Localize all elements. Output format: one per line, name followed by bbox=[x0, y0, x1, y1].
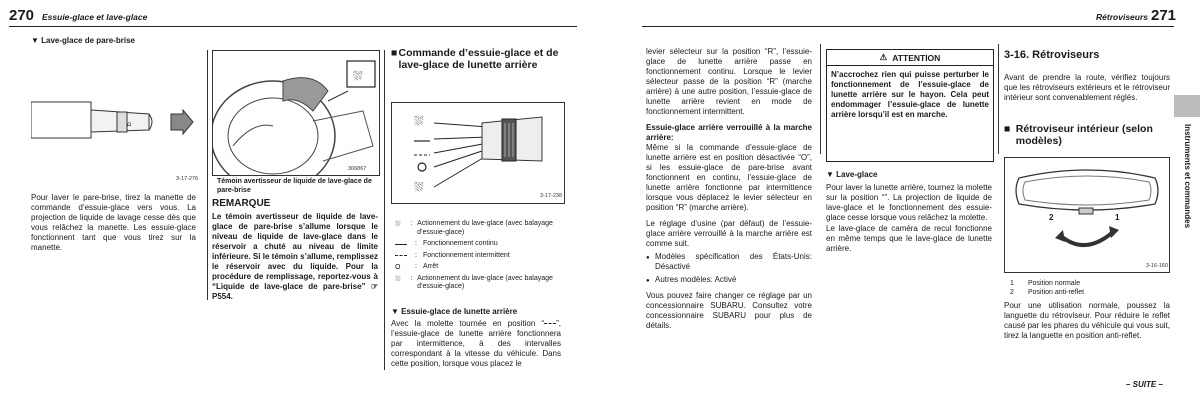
column-divider-2 bbox=[384, 50, 385, 370]
figure-rear-wiper-switch bbox=[391, 102, 565, 204]
intermittent-symbol-icon bbox=[544, 323, 556, 324]
col4-subhead: Essuie-glace arrière verrouillé à la marche arrière: bbox=[646, 123, 812, 142]
rear-wiper-body-end: ”, l’essuie-glace de lunette arrière fonctionnera par intermittence, à des intervalles correspondant à la vitesse du véhicule. Dans cette position, lorsque vous placez le bbox=[391, 319, 561, 368]
column-1 bbox=[31, 36, 203, 46]
figure-inner-mirror bbox=[1004, 157, 1170, 273]
col4-bullets bbox=[646, 252, 812, 285]
bullet-other-models: ● Autres modèles: Activé bbox=[646, 275, 812, 285]
side-tab bbox=[1178, 124, 1194, 284]
legend-item-continuous: : Fonctionnement continu bbox=[395, 240, 563, 249]
mirror-legend-1: 1 Position normale bbox=[1010, 280, 1081, 287]
col5-body bbox=[826, 183, 992, 254]
sub-heading-rear-wiper: ▼ Essuie-glace de lunette arrière bbox=[391, 307, 518, 316]
figure-id-6: 3-16-160 bbox=[1146, 263, 1169, 269]
col1-body: Pour laver le pare-brise, tirez la manette de commande d’essuie-glace vers vous. La projection de liquide de lavage cesse dès que vous relâchez la manette. Les essuie-glace fonctionnent tant que vous tirez sur la manette. bbox=[31, 193, 196, 252]
svg-text:⌂: ⌂ bbox=[127, 120, 132, 128]
figure-id-3: 3-17-238 bbox=[540, 193, 563, 199]
dashed-line-icon bbox=[395, 252, 415, 261]
rear-wiper-switch-illustration bbox=[392, 103, 564, 203]
legend-item-wash: ⛆ : Actionnement du lave-glace (avec balayage d’essuie-glace) bbox=[395, 220, 563, 237]
remark-body: Le témoin avertisseur de liquide de lave-glace de pare-brise s’allume lorsque le niveau de liquide de lave-glace dans le réservoir a chuté au niveau de limite inférieure. Si le témoin s’allume, remplissez le réservoir avec du liquide. Pour la procédure de remplissage, reportez-vous à “Liquide de lave-glace de pare-brise” bbox=[212, 212, 378, 291]
column-divider-4 bbox=[998, 44, 999, 154]
mirror-body: Pour une utilisation normale, poussez la languette du rétroviseur. Pour réduire le reflet causé par les phares du véhicule qui vous suit, tirez la languette en position anti-reflet. bbox=[1004, 301, 1170, 340]
mirror-legend bbox=[1010, 279, 1170, 297]
rear-wiper-body bbox=[391, 319, 561, 369]
col4-para1: levier sélecteur sur la position “R”, l’essuie-glace de lunette arrière passe en fonctionnement continu. Lorsque le levier sélecteur passe de la position “R” (marche arrière) à une autre position, l’essuie-glace de lunette arrière revient en mode de fonctionnement intermittent. bbox=[646, 47, 812, 116]
running-header-right: Rétroviseurs bbox=[1096, 12, 1148, 22]
section-title-mirrors: 3-16. Rétroviseurs bbox=[1004, 49, 1100, 61]
lave-glace-heading: ▼ Lave-glace bbox=[826, 170, 878, 179]
remark-page-ref[interactable]: P554. bbox=[212, 292, 233, 301]
legend-item-wash-2: ⛆ : Actionnement du lave-glace (avec balayage d’essuie-glace) bbox=[395, 275, 563, 292]
col4-para3: Le réglage d’usine (par défaut) de l’essuie-glace arrière verrouillé à la marche arrière est comme suit. bbox=[646, 219, 812, 248]
col5-para2: Le lave-glace de caméra de recul fonctionne en même temps que le lave-glace de lunette arrière. bbox=[826, 224, 992, 253]
bullet-us-spec: ● Modèles spécification des États-Unis: Désactivé bbox=[646, 252, 812, 272]
page-number-right: 271 bbox=[1151, 7, 1177, 24]
mirror-legend-2: 2 Position anti-reflet bbox=[1010, 289, 1085, 296]
rear-wiper-legend bbox=[395, 220, 563, 295]
page-number-left: 270 bbox=[9, 7, 35, 24]
header-rule-right bbox=[642, 26, 1174, 27]
figure-id-1: 3-17-276 bbox=[176, 176, 199, 182]
running-header-left: Essuie-glace et lave-glace bbox=[42, 12, 148, 22]
legend-text-5: Actionnement du lave-glace (avec balayage d’essuie-glace) bbox=[417, 274, 553, 290]
legend-item-off: O : Arrêt bbox=[395, 263, 439, 271]
continuous-line-icon bbox=[395, 240, 415, 249]
inner-mirror-title: Rétroviseur intérieur (selon modèles) bbox=[1015, 123, 1153, 147]
rear-wiper-body-start: Avec la molette tournée en position “ bbox=[391, 319, 545, 328]
col4-para4: Vous pouvez faire changer ce réglage par un concessionnaire SUBARU. Consultez votre concessionnaire SUBARU pour plus de détails. bbox=[646, 291, 812, 330]
warning-triangle-icon: ⚠ bbox=[879, 52, 888, 62]
remark-title: REMARQUE bbox=[212, 198, 271, 209]
figure-caption-2: Témoin avertisseur de liquide de lave-glace de pare-brise bbox=[217, 178, 372, 194]
section-title-rear-wiper: Commande d’essuie-glace et de lave-glace de lunette arrière bbox=[398, 47, 559, 71]
lave-glace-pare-brise-heading: ▼ Lave-glace de pare-brise bbox=[31, 36, 135, 45]
side-tab-marker bbox=[1174, 95, 1200, 117]
mirrors-intro: Avant de prendre la route, vérifiez toujours que les rétroviseurs extérieurs et le rétroviseur intérieur sont convenablement réglés. bbox=[1004, 73, 1170, 102]
legend-text-4: Arrêt bbox=[423, 263, 439, 270]
legend-text-2: Fonctionnement continu bbox=[423, 240, 498, 247]
section-marker-icon: ■ bbox=[391, 47, 398, 59]
header-rule-left bbox=[9, 26, 577, 27]
washer-alt-icon: ⛆ bbox=[395, 274, 401, 283]
page-ref-icon: ☞ bbox=[370, 282, 378, 291]
legend-text-1: Actionnement du lave-glace (avec balayage d’essuie-glace) bbox=[417, 220, 553, 236]
inner-mirror-illustration bbox=[1005, 158, 1169, 272]
col4-para2: Même si la commande d’essuie-glace de lunette arrière est en position désactivée “O”, si les essuie-glace de pare-brise avant fonctionnent en continu, l’essuie-glace de lunette arrière fonctionne par intermittence lorsque vous déplacez le levier sélecteur en position “R” (marche arrière). bbox=[646, 143, 812, 212]
figure-dashboard-warning bbox=[212, 50, 380, 176]
column-divider-1 bbox=[207, 50, 208, 300]
svg-text:⛆: ⛆ bbox=[414, 180, 424, 194]
section-rear-wiper bbox=[391, 47, 561, 71]
svg-text:⛆: ⛆ bbox=[414, 114, 424, 128]
off-circle-icon: O bbox=[395, 263, 401, 271]
wiper-stalk-illustration bbox=[31, 50, 201, 182]
sub-marker-icon: ■ bbox=[1004, 123, 1011, 135]
suite-marker: – SUITE – bbox=[1126, 380, 1163, 389]
remark-text bbox=[212, 212, 378, 302]
legend-text-3: Fonctionnement intermittent bbox=[423, 251, 510, 259]
attention-box bbox=[826, 49, 994, 162]
attention-text: N’accrochez rien qui puisse perturber le fonctionnement de l’essuie-glace de lunette arrière sur le hayon. Cela peut endommager l’essuie-glace de lunette arrière lorsqu’il est en marche. bbox=[831, 70, 989, 119]
figure-wiper-stalk bbox=[31, 50, 201, 182]
dashboard-illustration bbox=[213, 51, 379, 175]
figure-id-2: 306867 bbox=[348, 166, 367, 172]
svg-text:⛆: ⛆ bbox=[353, 69, 363, 83]
callout-2: 2 bbox=[1049, 213, 1054, 222]
attention-label: ATTENTION bbox=[892, 52, 941, 63]
legend-item-intermittent: : Fonctionnement intermittent bbox=[395, 252, 563, 261]
side-tab-label: Instruments et commandes bbox=[1183, 124, 1192, 229]
column-divider-3 bbox=[820, 44, 821, 154]
column-4 bbox=[646, 47, 812, 331]
attention-header bbox=[827, 50, 993, 66]
col5-para1: Pour laver la lunette arrière, tournez la molette sur la position “”. La projection de liquide de lave-glace et le fonctionnement des essuie-glace cesse lorsque vous relâchez la molette. bbox=[826, 183, 992, 222]
inner-mirror-heading bbox=[1004, 123, 1172, 147]
washer-icon: ⛆ bbox=[395, 220, 401, 228]
callout-1: 1 bbox=[1115, 213, 1120, 222]
